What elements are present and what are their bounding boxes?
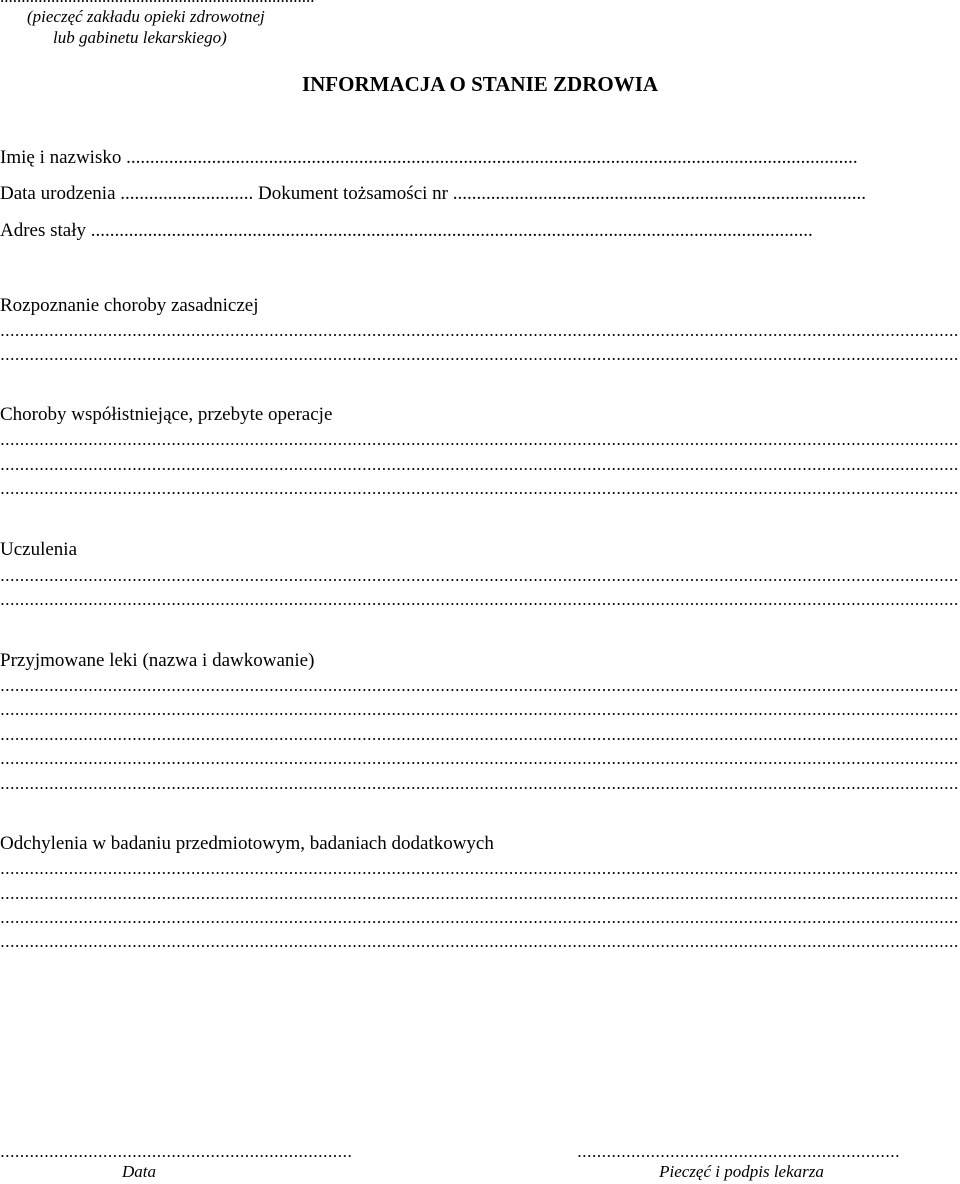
dotted-line bbox=[0, 682, 960, 692]
allergies-heading: Uczulenia bbox=[0, 539, 78, 560]
address-field: Adres stały ........................................................................................................................................................ bbox=[0, 220, 813, 241]
dotted-line bbox=[0, 890, 960, 900]
dotted-line bbox=[0, 706, 960, 716]
dotted-line bbox=[0, 865, 960, 875]
stamp-dots bbox=[0, 0, 315, 7]
dotted-line bbox=[0, 755, 960, 765]
medications-heading: Przyjmowane leki (nazwa i dawkowanie) bbox=[0, 650, 315, 671]
birth-and-id-field: Data urodzenia ............................ Dokument tożsamości nr ....................................................................................... bbox=[0, 183, 866, 204]
dotted-line bbox=[0, 572, 960, 582]
dotted-line bbox=[0, 938, 960, 948]
dotted-line bbox=[0, 596, 960, 606]
doctor-signature-label: Pieczęć i podpis lekarza bbox=[659, 1162, 824, 1181]
diagnosis-heading: Rozpoznanie choroby zasadniczej bbox=[0, 295, 259, 316]
comorbidities-heading: Choroby współistniejące, przebyte operacje bbox=[0, 404, 333, 425]
stamp-caption-line1: (pieczęć zakładu opieki zdrowotnej bbox=[27, 7, 265, 26]
dotted-line bbox=[0, 914, 960, 924]
dotted-line bbox=[0, 436, 960, 446]
dotted-line bbox=[0, 780, 960, 790]
dotted-line bbox=[0, 327, 960, 337]
dotted-line bbox=[0, 731, 960, 741]
document-title: INFORMACJA O STANIE ZDROWIA bbox=[301, 72, 659, 96]
doctor-signature-line bbox=[577, 1148, 900, 1158]
dotted-line bbox=[0, 461, 960, 471]
name-field: Imię i nazwisko .......................................................................................................................................................... bbox=[0, 147, 858, 168]
dotted-line bbox=[0, 485, 960, 495]
date-signature-line bbox=[0, 1148, 352, 1158]
date-label: Data bbox=[122, 1162, 156, 1181]
deviations-heading: Odchylenia w badaniu przedmiotowym, badaniach dodatkowych bbox=[0, 833, 494, 854]
dotted-line bbox=[0, 351, 960, 361]
stamp-caption-line2: lub gabinetu lekarskiego) bbox=[53, 28, 227, 47]
